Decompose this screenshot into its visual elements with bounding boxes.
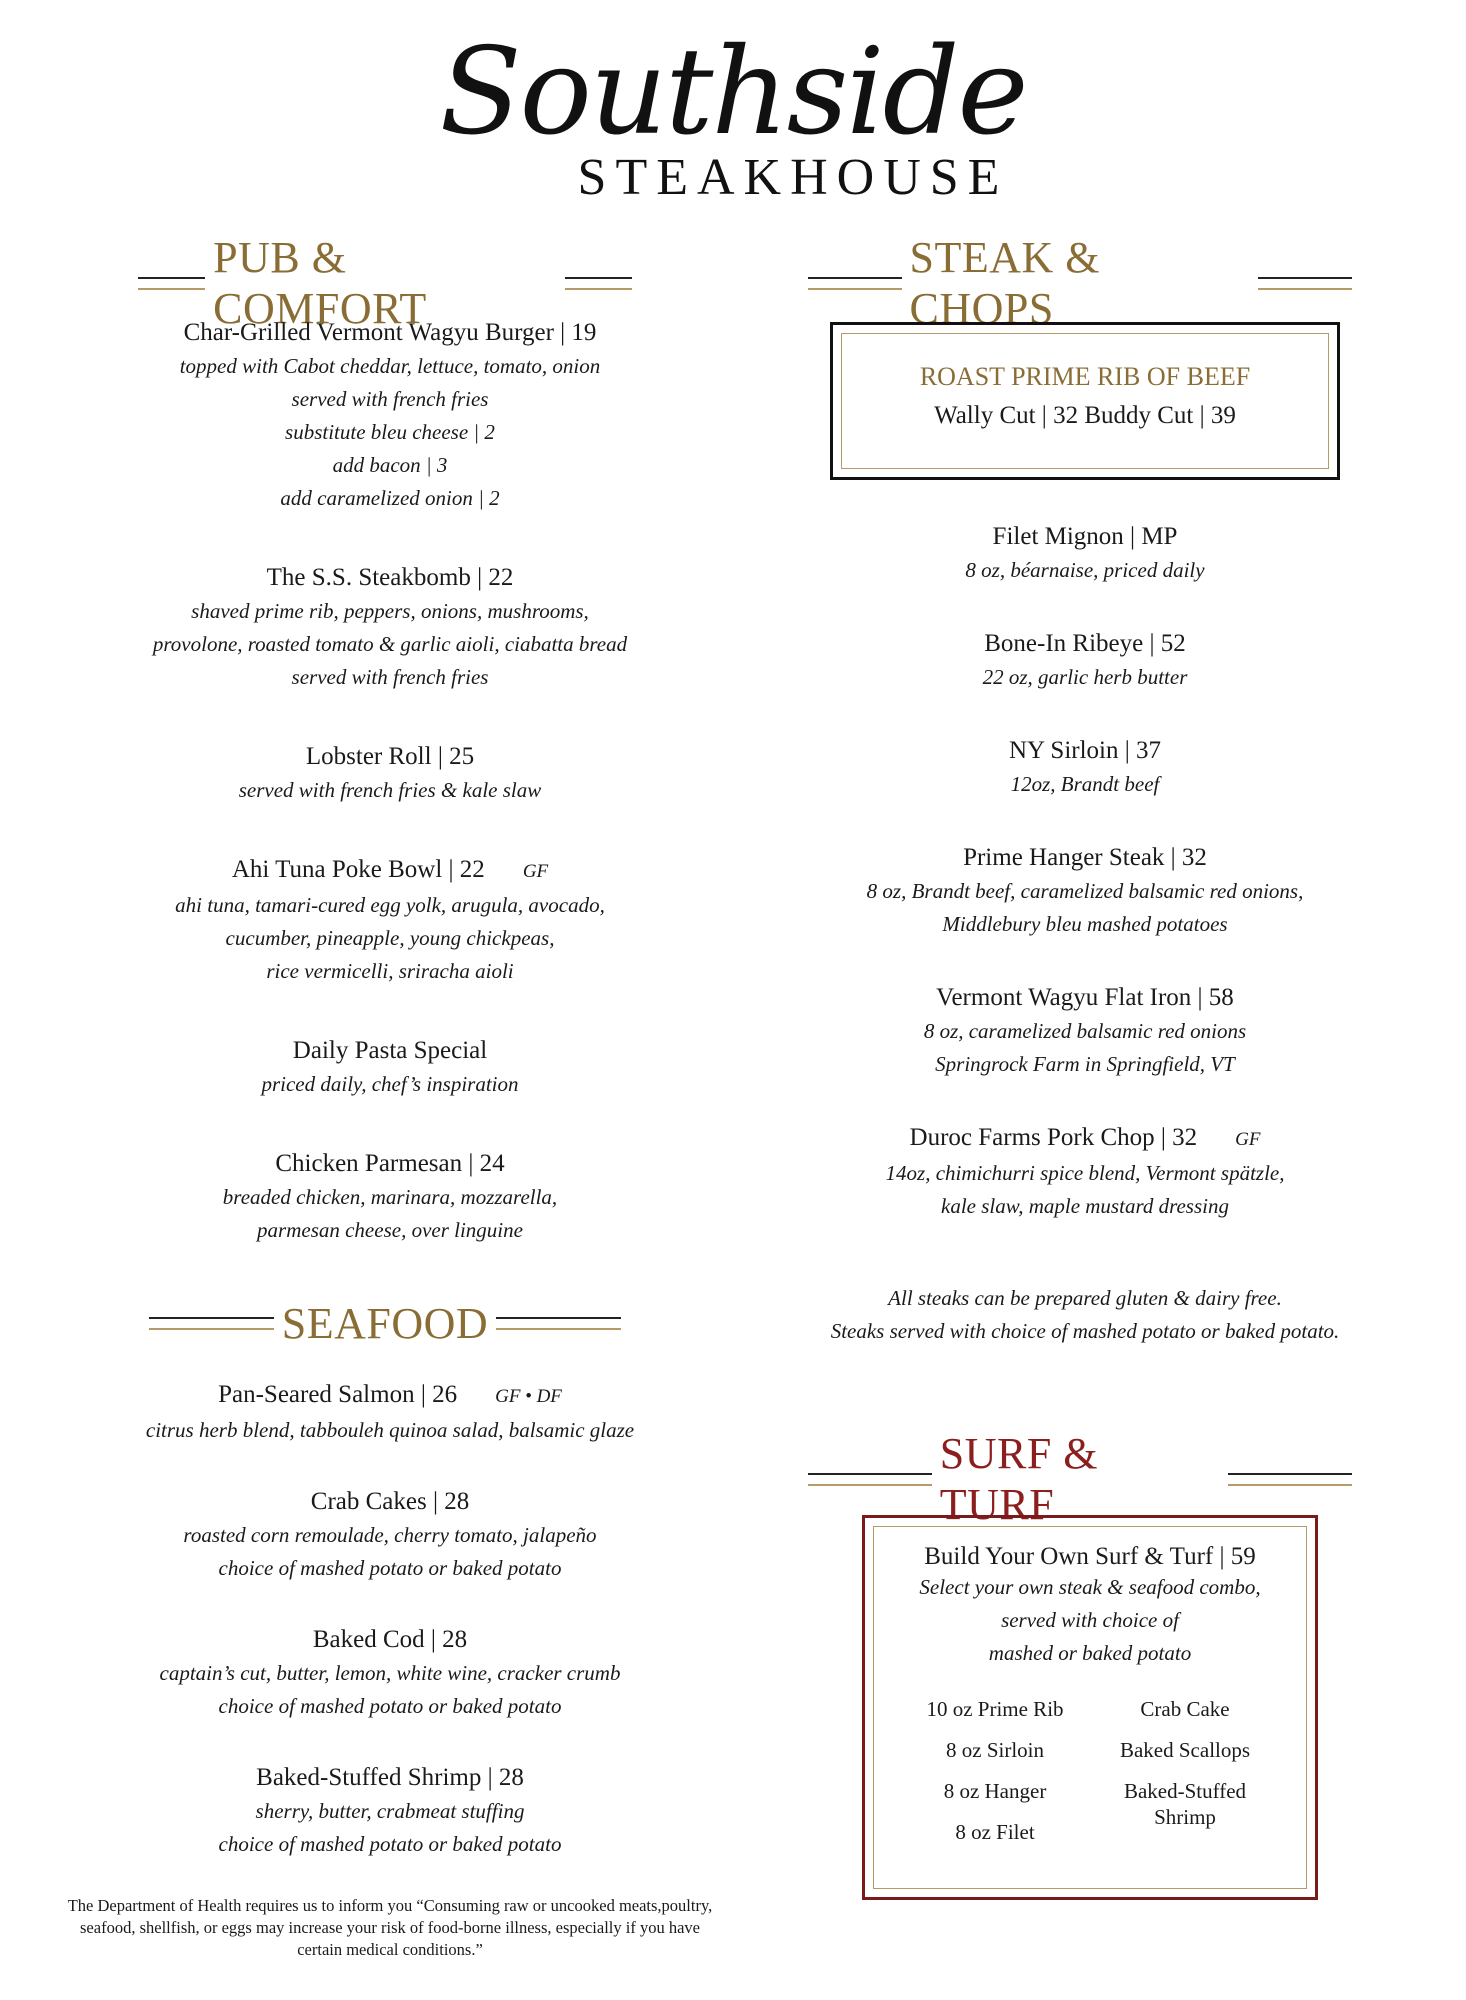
item-name: The S.S. Steakbomb | 22 (266, 564, 514, 591)
menu-item (80, 853, 700, 988)
dietary-tag: GF (1235, 1129, 1261, 1150)
item-desc: 8 oz, béarnaise, priced daily (965, 558, 1205, 582)
item-desc: choice of mashed potato or baked potato (218, 1832, 562, 1856)
item-desc: served with french fries (291, 665, 489, 689)
menu-item (80, 316, 700, 515)
item-desc: rice vermicelli, sriracha aioli (266, 959, 514, 983)
item-desc: priced daily, chef’s inspiration (261, 1072, 519, 1096)
item-desc: served with french fries (291, 387, 489, 411)
item-name: Duroc Farms Pork Chop | 32 (909, 1124, 1198, 1151)
item-name: Baked Cod | 28 (312, 1626, 468, 1653)
item-name: Bone-In Ribeye | 52 (984, 630, 1186, 657)
steak-note-line: All steaks can be prepared gluten & dairy free. (888, 1286, 1282, 1310)
steak-section (785, 520, 1385, 1223)
steak-option: 8 oz Filet (955, 1820, 1035, 1844)
item-desc: citrus herb blend, tabbouleh quinoa salad, balsamic glaze (145, 1418, 635, 1442)
surf-heading-text: SURF & TURF (939, 1429, 1099, 1529)
seafood-section (80, 1378, 700, 1861)
prime-rib-cuts: Wally Cut | 32 Buddy Cut | 39 (934, 402, 1236, 429)
item-desc: add bacon | 3 (332, 453, 448, 477)
item-desc: 8 oz, Brandt beef, caramelized balsamic red onions, (866, 879, 1304, 903)
surf-turf-box-inner (873, 1526, 1307, 1889)
steak-option: 10 oz Prime Rib (926, 1697, 1064, 1721)
seafood-option: Baked Scallops (1119, 1738, 1251, 1762)
item-desc: Springrock Farm in Springfield, VT (935, 1052, 1235, 1076)
item-desc: cucumber, pineapple, young chickpeas, (225, 926, 555, 950)
item-desc: add caramelized onion | 2 (280, 486, 500, 510)
health-disclaimer: The Department of Health requires us to inform you “Consuming raw or uncooked meats,poultry, seafood, shellfish, or eggs may increase your risk of food-borne illness, especially if you have certain medical conditions.” (67, 1896, 713, 1959)
item-desc: choice of mashed potato or baked potato (218, 1694, 562, 1718)
item-desc: Middlebury bleu mashed potatoes (942, 912, 1228, 936)
item-name: Char-Grilled Vermont Wagyu Burger | 19 (183, 319, 597, 346)
surf-turf-box (862, 1515, 1318, 1900)
seafood-heading-text: SEAFOOD (281, 1299, 489, 1348)
prime-rib-box (830, 322, 1340, 480)
surf-turf-desc: Select your own steak & seafood combo, (919, 1575, 1261, 1599)
restaurant-logo (0, 23, 1466, 207)
menu-item (785, 981, 1385, 1081)
seafood-option: Crab Cake (1140, 1697, 1230, 1721)
item-desc: choice of mashed potato or baked potato (218, 1556, 562, 1580)
steak-heading-text: STEAK & CHOPS (909, 233, 1101, 333)
item-desc: substitute bleu cheese | 2 (285, 420, 495, 444)
dietary-tag: GF • DF (495, 1386, 562, 1407)
menu-item (80, 1485, 700, 1585)
heading-rule-left (138, 277, 205, 290)
heading-rule-left (808, 1473, 932, 1486)
pub-heading-text: PUB & COMFORT (213, 233, 427, 333)
steak-options (900, 1696, 1090, 1860)
menu-item (785, 1121, 1385, 1223)
item-desc: shaved prime rib, peppers, onions, mushrooms, (191, 599, 589, 623)
menu-item (80, 1623, 700, 1723)
item-name: Ahi Tuna Poke Bowl | 22 (231, 856, 485, 883)
heading-rule-left (149, 1317, 274, 1330)
menu-item (785, 520, 1385, 587)
item-desc: 14oz, chimichurri spice blend, Vermont spätzle, (885, 1161, 1285, 1185)
menu-item (785, 734, 1385, 801)
item-desc: served with french fries & kale slaw (238, 778, 542, 802)
surf-turf-options (874, 1696, 1306, 1860)
heading-rule-right (1228, 1473, 1352, 1486)
dietary-tag: GF (522, 861, 549, 882)
logo-script: Southside (439, 23, 1027, 162)
item-desc: captain’s cut, butter, lemon, white wine, cracker crumb (159, 1661, 621, 1685)
menu-item (80, 1378, 700, 1447)
surf-turf-name: Build Your Own Surf & Turf | 59 (924, 1543, 1256, 1570)
item-desc: ahi tuna, tamari-cured egg yolk, arugula, avocado, (175, 893, 605, 917)
item-desc: kale slaw, maple mustard dressing (941, 1194, 1229, 1218)
item-name: NY Sirloin | 37 (1008, 737, 1161, 764)
seafood-heading (130, 1298, 640, 1349)
item-name: Vermont Wagyu Flat Iron | 58 (936, 984, 1234, 1011)
steak-heading (800, 232, 1360, 334)
item-name: Filet Mignon | MP (992, 523, 1178, 550)
steak-note-line: Steaks served with choice of mashed potato or baked potato. (830, 1319, 1340, 1343)
steak-option: 8 oz Hanger (943, 1779, 1047, 1803)
heading-rule-right (565, 277, 632, 290)
surf-turf-desc: mashed or baked potato (988, 1641, 1192, 1665)
steak-option: 8 oz Sirloin (946, 1738, 1044, 1762)
menu-item (80, 1147, 700, 1247)
item-name: Daily Pasta Special (292, 1037, 488, 1064)
menu-item (785, 627, 1385, 694)
menu-item (785, 841, 1385, 941)
heading-rule-left (808, 277, 902, 290)
item-name: Baked-Stuffed Shrimp | 28 (256, 1764, 524, 1791)
item-desc: breaded chicken, marinara, mozzarella, (222, 1185, 558, 1209)
item-desc: sherry, butter, crabmeat stuffing (255, 1799, 525, 1823)
pub-section (80, 316, 700, 1293)
seafood-options (1090, 1696, 1280, 1860)
item-name: Lobster Roll | 25 (305, 743, 475, 770)
item-desc: parmesan cheese, over linguine (257, 1218, 523, 1242)
steak-note (770, 1282, 1400, 1348)
item-name: Prime Hanger Steak | 32 (963, 844, 1207, 871)
menu-item (80, 1761, 700, 1861)
prime-rib-title: ROAST PRIME RIB OF BEEF (919, 362, 1251, 391)
item-desc: 12oz, Brandt beef (1010, 772, 1160, 796)
prime-rib-box-inner (841, 333, 1329, 469)
item-name-row (80, 853, 700, 889)
item-desc: roasted corn remoulade, cherry tomato, jalapeño (183, 1523, 597, 1547)
item-name-row (80, 1378, 700, 1414)
item-desc: 22 oz, garlic herb butter (982, 665, 1188, 689)
item-name-row (785, 1121, 1385, 1157)
menu-item (80, 740, 700, 807)
heading-rule-right (496, 1317, 621, 1330)
item-name: Pan-Seared Salmon | 26 (218, 1381, 458, 1408)
item-name: Chicken Parmesan | 24 (275, 1150, 505, 1177)
seafood-option: Baked-Stuffed Shrimp (1123, 1779, 1247, 1829)
surf-turf-desc: served with choice of (1001, 1608, 1179, 1632)
item-name: Crab Cakes | 28 (310, 1488, 470, 1515)
menu-item (80, 561, 700, 694)
logo-subtitle: STEAKHOUSE (577, 149, 1009, 206)
item-desc: 8 oz, caramelized balsamic red onions (923, 1019, 1247, 1043)
menu-item (80, 1034, 700, 1101)
heading-rule-right (1258, 277, 1352, 290)
item-desc: topped with Cabot cheddar, lettuce, tomato, onion (179, 354, 601, 378)
item-desc: provolone, roasted tomato & garlic aioli, ciabatta bread (152, 632, 628, 656)
